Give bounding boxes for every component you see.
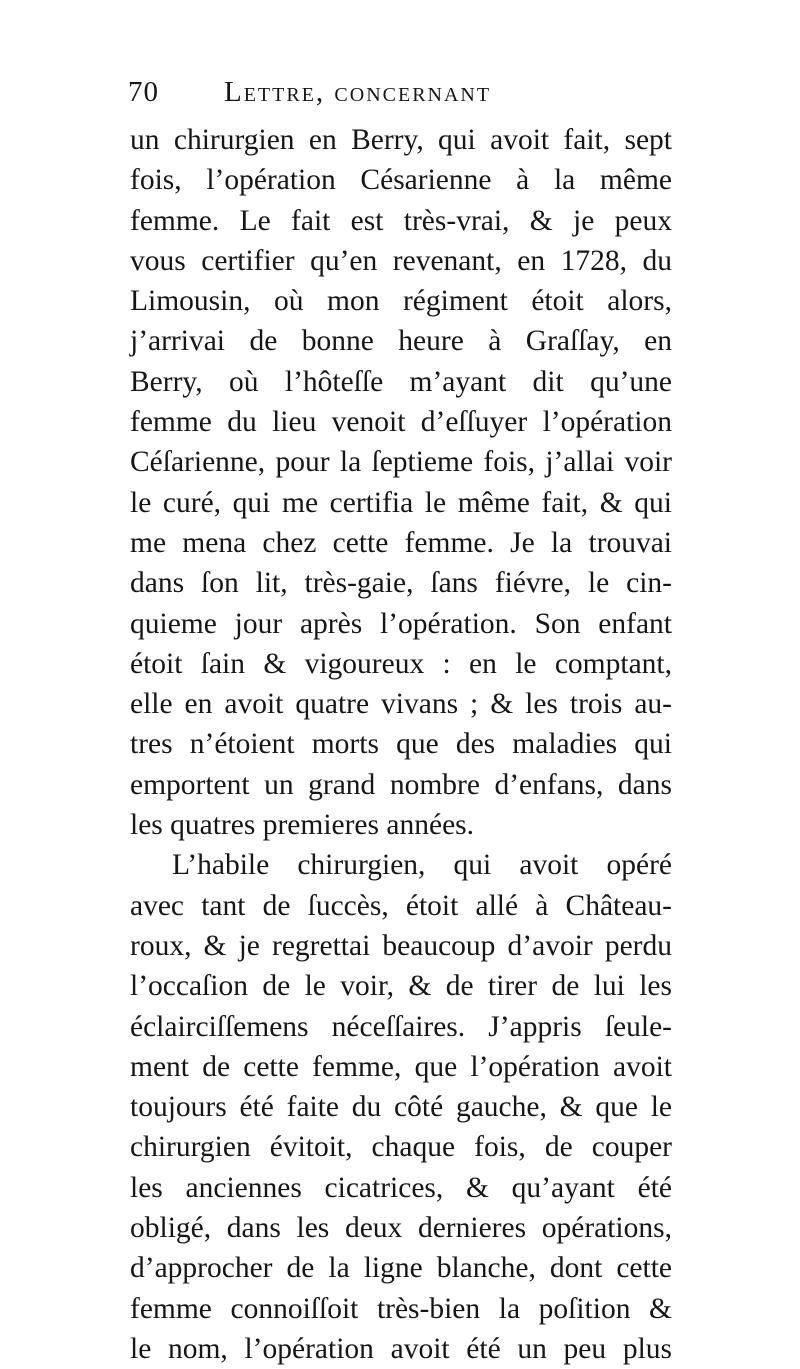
text-line: le curé, qui me certifia le même fait, & qui: [130, 486, 672, 519]
text-line: dans ſon lit, très-gaie, ſans fiévre, le cin-: [130, 567, 672, 600]
page-header: [128, 70, 688, 118]
text-line: vous certifier qu’en revenant, en 1728, du: [130, 244, 672, 277]
text-line: d’approcher de la ligne blanche, dont cette: [130, 1252, 672, 1285]
text-line: elle en avoit quatre vivans ; & les trois au-: [130, 688, 672, 721]
text-line: femme connoiſſoit très-bien la poſition &: [130, 1292, 672, 1325]
text-line: me mena chez cette femme. Je la trouvai: [130, 526, 672, 559]
text-line: j’arrivai de bonne heure à Graſſay, en: [130, 325, 672, 358]
text-line: femme du lieu venoit d’eſſuyer l’opération: [130, 406, 672, 439]
text-line: le nom, l’opération avoit été un peu plus: [130, 1332, 672, 1365]
text-line: chirurgien évitoit, chaque fois, de couper: [130, 1131, 672, 1164]
text-line: toujours été faite du côté gauche, & que le: [130, 1091, 672, 1124]
text-line: étoit ſain & vigoureux : en le comptant,: [130, 647, 672, 680]
text-line: Limousin, où mon régiment étoit alors,: [130, 285, 672, 318]
text-line: les anciennes cicatrices, & qu’ayant été: [130, 1171, 672, 1204]
body-text: [130, 120, 672, 1369]
text-line: roux, & je regrettai beaucoup d’avoir perdu: [130, 929, 672, 962]
page-number: 70: [128, 76, 159, 108]
text-line: fois, l’opération Césarienne à la même: [130, 164, 672, 197]
text-line: ment de cette femme, que l’opération avoit: [130, 1050, 672, 1083]
running-head: Lettre, concernant: [224, 76, 492, 108]
text-line: femme. Le fait est très-vrai, & je peux: [130, 204, 672, 237]
text-line: un chirurgien en Berry, qui avoit fait, sept: [130, 124, 672, 156]
text-line: Céſarienne, pour la ſeptieme fois, j’allai voir: [130, 446, 672, 479]
text-line: avec tant de ſuccès, étoit allé à Château-: [130, 889, 672, 922]
text-line: quieme jour après l’opération. Son enfant: [130, 607, 672, 640]
text-line: obligé, dans les deux dernieres opérations,: [130, 1212, 672, 1245]
text-line: éclairciſſemens néceſſaires. J’appris ſeule-: [130, 1010, 672, 1043]
text-line: Berry, où l’hôteſſe m’ayant dit qu’une: [130, 365, 672, 398]
text-line: l’occaſion de le voir, & de tirer de lui les: [130, 970, 672, 1003]
paragraph-start-line: L’habile chirurgien, qui avoit opéré: [172, 849, 672, 882]
text-line: emportent un grand nombre d’enfans, dans: [130, 768, 672, 801]
text-line: tres n’étoient morts que des maladies qui: [130, 728, 672, 761]
paragraph-end-line: les quatres premieres années.: [130, 809, 475, 842]
